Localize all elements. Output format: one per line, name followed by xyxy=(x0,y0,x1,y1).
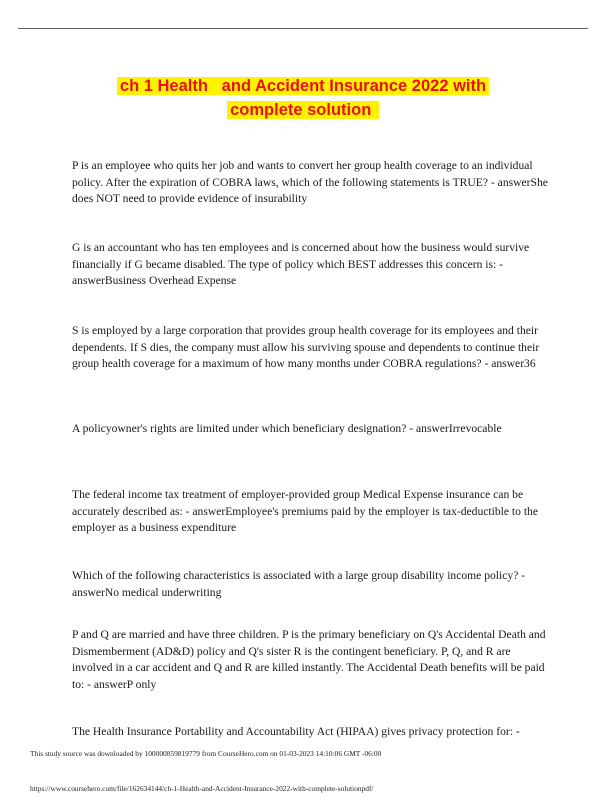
download-notice: This study source was downloaded by 100000859819779 from CourseHero.com on 01-03-2023 14:10:06 GMT -06:00 xyxy=(30,749,382,758)
qa-item-3: S is employed by a large corporation that provides group health coverage for its employees and their dependents. If S dies, the company must allow his surviving spouse and dependents to continue their group health coverage for a maximum of how many months under COBRA regulations? - answer36 xyxy=(72,324,540,371)
qa-item-5: The federal income tax treatment of employer-provided group Medical Expense insurance can be accurately described as: - answerEmployee's premiums paid by the employer is tax-deductible to the employer as a business expenditure xyxy=(72,488,539,535)
qa-item-4: A policyowner's rights are limited under which beneficiary designation? - answerIrrevocable xyxy=(72,422,502,435)
title-highlight-2: complete solution xyxy=(227,101,379,119)
document-title-line-2 xyxy=(0,98,606,122)
qa-item-6: Which of the following characteristics is associated with a large group disability income policy? - answerNo medical underwriting xyxy=(72,569,526,599)
title-highlight-1: ch 1 Health and Accident Insurance 2022 with xyxy=(117,77,489,95)
qa-item-7: P and Q are married and have three children. P is the primary beneficiary on Q's Accidental Death and Dismemberment (AD&D) policy and Q's sister R is the contingent beneficiary. P, Q, and R are involved in a car accident and Q and R are killed instantly. The Accidental Death benefits will be paid to: - answerP only xyxy=(72,628,546,691)
qa-item-1: P is an employee who quits her job and wants to convert her group health coverage to an individual policy. After the expiration of COBRA laws, which of the following statements is TRUE? - answerShe does NOT need to provide evidence of insurability xyxy=(72,159,548,206)
qa-item-2: G is an accountant who has ten employees and is concerned about how the business would survive financially if G became disabled. The type of policy which BEST addresses this concern is: - answerBusiness Overhead Expense xyxy=(72,241,530,288)
document-title-line-1 xyxy=(0,74,606,98)
header-divider xyxy=(18,28,588,29)
qa-item-8: The Health Insurance Portability and Accountability Act (HIPAA) gives privacy protection for: - xyxy=(72,725,520,738)
source-url: https://www.coursehero.com/file/162634144/ch-1-Health-and-Accident-Insurance-2022-with-complete-solutionpdf/ xyxy=(30,784,374,793)
document-title xyxy=(0,74,606,122)
